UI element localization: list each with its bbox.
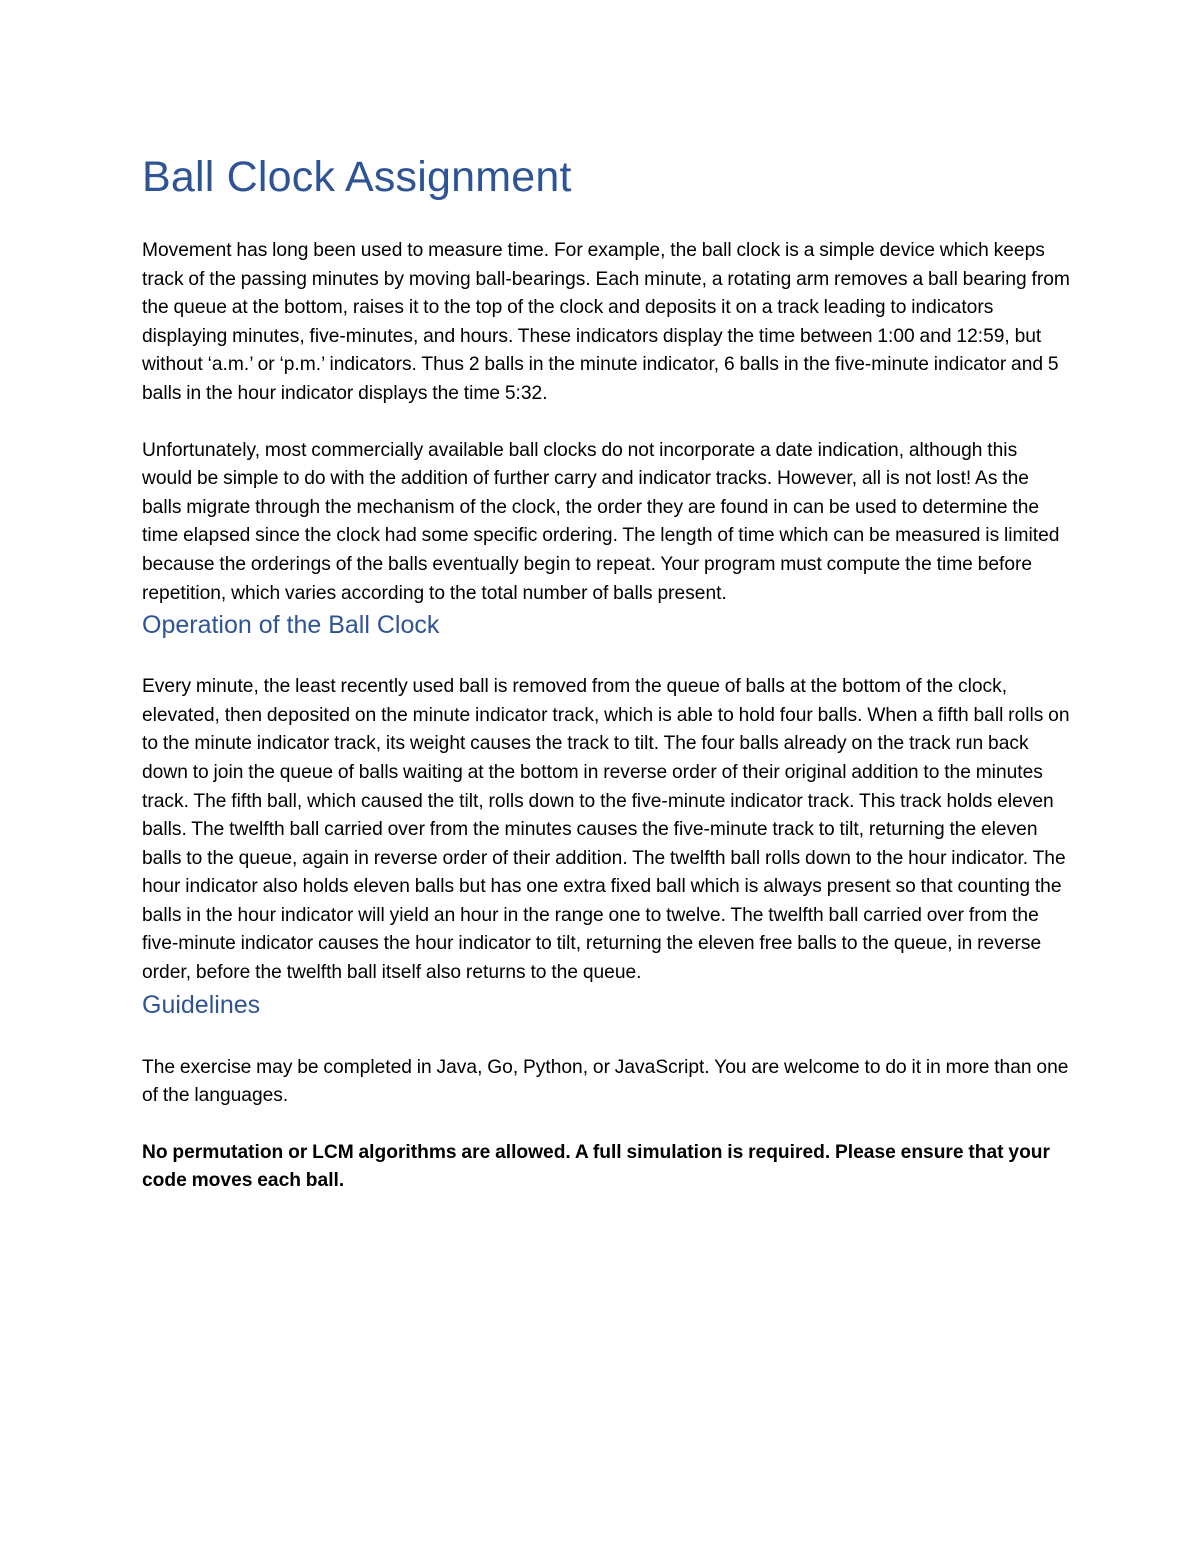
operation-paragraph: Every minute, the least recently used ball is removed from the queue of balls at the bottom of the clock, elevated, then deposited on the minute indicator track, which is able to hold four balls. When a fifth ball rolls on to the minute indicator track, its weight causes the track to tilt. The four balls already on the track run back down to join the queue of balls waiting at the bottom in reverse order of their original addition to the minutes track. The fifth ball, which caused the tilt, rolls down to the five-minute indicator track. This track holds eleven balls. The twelfth ball carried over from the minutes causes the five-minute track to tilt, returning the eleven balls to the queue, again in reverse order of their addition. The twelfth ball rolls down to the hour indicator. The hour indicator also holds eleven balls but has one extra fixed ball which is always present so that counting the balls in the hour indicator will yield an hour in the range one to twelve. The twelfth ball carried over from the five-minute indicator causes the hour indicator to tilt, returning the eleven free balls to the queue, in reverse order, before the twelfth ball itself also returns to the queue. [142,676,1070,984]
second-paragraph: Unfortunately, most commercially available ball clocks do not incorporate a date indication, although this would be simple to do with the addition of further carry and indicator tracks. However, all is not lost! As the balls migrate through the mechanism of the clock, the order they are found in can be used to determine the time elapsed since the clock had some specific ordering. The length of time which can be measured is limited because the orderings of the balls eventually begin to repeat. Your program must compute the time before repetition, which varies according to the total number of balls present. [142,439,1060,604]
intro-paragraph: Movement has long been used to measure time. For example, the ball clock is a simple device which keeps track of the passing minutes by moving ball-bearings. Each minute, a rotating arm removes a ball bearing from the queue at the bottom, raises it to the top of the clock and deposits it on a track leading to indicators displaying minutes, five-minutes, and hours. These indicators display the time between 1:00 and 12:59, but without ‘a.m.’ or ‘p.m.’ indicators. Thus 2 balls in the minute indicator, 6 balls in the five-minute indicator and 5 balls in the hour indicator displays the time 5:32. [142,240,1070,404]
requirement-paragraph: No permutation or LCM algorithms are allowed. A full simulation is required. Please ensure that your code moves each ball. [142,1141,1050,1192]
guidelines-heading: Guidelines [142,990,261,1019]
guidelines-paragraph: The exercise may be completed in Java, Go, Python, or JavaScript. You are welcome to do it in more than one of the languages. [142,1056,1069,1107]
operation-heading: Operation of the Ball Clock [142,611,440,640]
document-title: Ball Clock Assignment [142,153,572,201]
document-content [142,148,1072,1196]
